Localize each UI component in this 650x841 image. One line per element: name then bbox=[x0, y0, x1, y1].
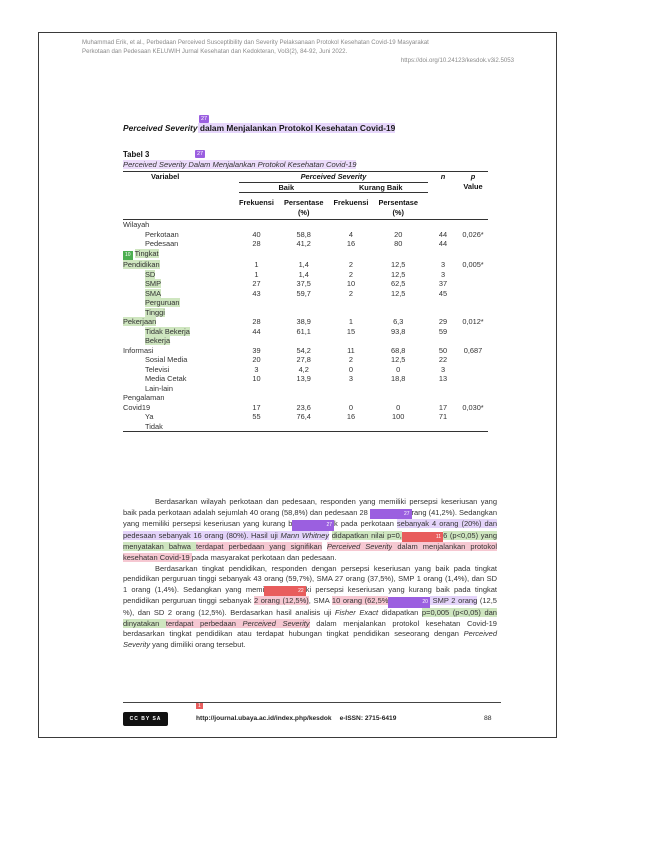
table-row bbox=[123, 289, 488, 299]
table-row bbox=[123, 393, 488, 403]
table-cell: 71 bbox=[438, 412, 448, 421]
table-cell: 12,5 bbox=[391, 269, 406, 279]
table-cell bbox=[239, 336, 274, 346]
table-cell bbox=[368, 336, 428, 346]
col-frek-kurang: Frekuensi bbox=[333, 198, 369, 207]
table-row bbox=[123, 403, 488, 413]
section-title-italic: Perceived Severity bbox=[123, 123, 198, 133]
annotation-tag[interactable]: 1 bbox=[198, 703, 201, 709]
table-row bbox=[123, 230, 488, 240]
table-row bbox=[123, 260, 488, 270]
table-cell bbox=[239, 422, 274, 432]
table-cell: 58,8 bbox=[296, 229, 311, 239]
annotation-tag[interactable]: 10 bbox=[123, 251, 133, 261]
table-cell bbox=[428, 336, 458, 346]
table-cell bbox=[428, 422, 458, 432]
row-label: 10 Tingkat bbox=[123, 249, 239, 261]
table-cell: 12,5 bbox=[391, 260, 406, 269]
table-cell: 59 bbox=[438, 326, 448, 336]
footer-text bbox=[196, 715, 396, 722]
table-row bbox=[123, 412, 488, 422]
row-label: Perkotaan bbox=[145, 229, 179, 239]
table-cell bbox=[274, 308, 334, 318]
table-cell bbox=[334, 308, 369, 318]
table-cell bbox=[334, 336, 369, 346]
table-cell: 40 bbox=[252, 229, 261, 239]
annotation-tag[interactable]: 27 bbox=[292, 520, 334, 531]
table-cell: 29 bbox=[438, 317, 448, 326]
table-cell bbox=[239, 393, 274, 403]
table-cell: 43 bbox=[252, 288, 261, 298]
data-table bbox=[123, 171, 488, 432]
table-row bbox=[123, 220, 488, 230]
table-cell: 68,8 bbox=[391, 345, 406, 355]
table-cell bbox=[274, 393, 334, 403]
table-cell bbox=[458, 422, 488, 432]
col-pers-kurang: Persentase (%) bbox=[378, 198, 418, 217]
section-title-rest: dalam Menjalankan Protokol Kesehatan Covid-19 bbox=[197, 123, 396, 133]
row-label: Pengalaman bbox=[123, 393, 165, 402]
table-cell: 16 bbox=[346, 239, 356, 248]
table-cell: 0 bbox=[396, 364, 401, 374]
row-label: Pendidikan bbox=[123, 260, 160, 269]
table-cell: 39 bbox=[252, 345, 261, 355]
table-cell: 4 bbox=[348, 229, 354, 239]
table-cell bbox=[458, 270, 488, 280]
table-cell: 0,026* bbox=[462, 229, 484, 239]
paragraph-1: Berdasarkan wilayah perkotaan dan pedesaan, responden yang memiliki persepsi keseriusan yang baik pada perkotaan adalah sejumlah 40 orang (58,8%) dan pedesaan 28 27 rang (41,2%). Sedangkan yang memiliki persepsi keseriusan yang kurang b 27 k pada perkotaan sebanyak 4 orang (20%) dan pedesaan sebanyak 16 orang (80%). Hasil uji Mann Whitney didapatkan nilai p=0, 11 6 (p<0,05) yang menyatakan bahwa terdapat perbedaan yang signifikan Perceived Severity dalam menjalankan protokol kesehatan Covid-19 pada masyarakat perkotaan dan pedesaan. bbox=[123, 497, 498, 562]
table-cell bbox=[274, 220, 334, 230]
table-cell: 1 bbox=[348, 317, 354, 326]
table-cell bbox=[334, 393, 369, 403]
table-row bbox=[123, 239, 488, 249]
issn: e-ISSN: 2715-6419 bbox=[339, 715, 397, 722]
table-cell bbox=[458, 220, 488, 230]
row-label: Tidak bbox=[145, 421, 163, 431]
table-cell bbox=[428, 308, 458, 318]
table-row bbox=[123, 249, 488, 261]
table-cell: 12,5 bbox=[391, 355, 406, 364]
annotation-tag[interactable]: 22 bbox=[264, 586, 306, 597]
table-cell: 44 bbox=[438, 229, 448, 239]
table-cell: 10 bbox=[252, 374, 261, 383]
annotation-tag[interactable]: 11 bbox=[402, 532, 443, 543]
table-cell: 3 bbox=[440, 364, 446, 374]
table-cell: 100 bbox=[392, 412, 405, 421]
table-cell: 59,7 bbox=[296, 288, 311, 298]
table-cell bbox=[239, 220, 274, 230]
table-row bbox=[123, 355, 488, 365]
table-row bbox=[123, 336, 488, 346]
table-row bbox=[123, 308, 488, 318]
table-cell: 13 bbox=[438, 374, 448, 383]
table-row bbox=[123, 327, 488, 337]
table-row bbox=[123, 317, 488, 327]
table-cell: 28 bbox=[252, 239, 261, 248]
table-cell bbox=[334, 422, 369, 432]
table-cell: 3 bbox=[440, 260, 446, 269]
table-cell: 20 bbox=[252, 355, 261, 364]
row-label: Perguruan bbox=[145, 298, 180, 307]
table-row bbox=[123, 384, 488, 394]
table-cell: 1 bbox=[254, 260, 259, 269]
footer-rule bbox=[123, 702, 501, 703]
cc-license-logo: CC BY SA bbox=[123, 712, 168, 726]
table-cell bbox=[428, 220, 458, 230]
table-cell: 3 bbox=[440, 269, 446, 279]
row-label: Tidak Bekerja bbox=[145, 326, 190, 336]
col-n: n bbox=[440, 172, 446, 181]
table-row bbox=[123, 298, 488, 308]
table-cell: 2 bbox=[348, 355, 354, 364]
table-caption: Perceived Severity Dalam Menjalankan Protokol Kesehatan Covid-19 bbox=[123, 160, 357, 169]
row-label: Covid19 bbox=[123, 402, 151, 412]
table-cell: 45 bbox=[438, 288, 448, 298]
running-header bbox=[82, 38, 514, 66]
table-cell: 20 bbox=[394, 229, 403, 239]
table-cell bbox=[239, 298, 274, 308]
table-row bbox=[123, 346, 488, 356]
table-cell: 22 bbox=[438, 355, 448, 364]
annotation-tag[interactable]: 20 bbox=[388, 597, 430, 608]
table-cell: 38,9 bbox=[296, 317, 311, 326]
table-cell: 1,4 bbox=[298, 260, 309, 269]
table-cell bbox=[428, 298, 458, 308]
table-cell: 17 bbox=[252, 402, 261, 412]
table-cell: 0,687 bbox=[463, 345, 483, 355]
table-cell: 27,8 bbox=[296, 355, 311, 364]
table-cell bbox=[274, 249, 334, 261]
annotation-tag[interactable]: 27 bbox=[370, 509, 412, 520]
table-cell: 0,005* bbox=[462, 260, 484, 269]
table-cell: 18,8 bbox=[391, 374, 406, 383]
table-cell: 50 bbox=[438, 345, 448, 355]
table-cell: 1,4 bbox=[298, 269, 309, 279]
table-cell: 41,2 bbox=[296, 239, 311, 248]
table-cell: 62,5 bbox=[391, 279, 406, 288]
row-label: SMA bbox=[145, 288, 162, 298]
table-cell: 0 bbox=[348, 402, 354, 412]
row-label: Televisi bbox=[145, 364, 170, 374]
table-cell: 4,2 bbox=[298, 364, 309, 374]
col-baik: Baik bbox=[239, 182, 334, 193]
row-label: SMP bbox=[145, 279, 162, 288]
table-cell: 0 bbox=[348, 364, 354, 374]
table-cell bbox=[428, 384, 458, 394]
col-variabel: Variabel bbox=[151, 172, 180, 181]
table-cell: 0 bbox=[396, 402, 401, 412]
journal-link[interactable]: http://journal.ubaya.ac.id/index.php/kesdok bbox=[196, 715, 332, 722]
table-cell: 2 bbox=[348, 288, 354, 298]
row-label: Tinggi bbox=[145, 307, 165, 317]
table-cell bbox=[368, 249, 428, 261]
row-label: Informasi bbox=[123, 345, 154, 355]
table-cell: 61,1 bbox=[296, 326, 311, 336]
table-cell: 76,4 bbox=[296, 412, 311, 421]
table-cell bbox=[334, 384, 369, 394]
table-cell bbox=[458, 412, 488, 422]
row-label: Pedesaan bbox=[145, 239, 179, 248]
table-row bbox=[123, 365, 488, 375]
table-label: Tabel 3 bbox=[123, 150, 150, 159]
table-cell: 2 bbox=[348, 269, 354, 279]
row-label: Bekerja bbox=[145, 336, 171, 345]
table-cell: 55 bbox=[252, 412, 261, 421]
row-label: SD bbox=[145, 269, 156, 279]
table-cell: 0,030* bbox=[462, 402, 484, 412]
table-cell bbox=[274, 298, 334, 308]
col-frek-baik: Frekuensi bbox=[239, 198, 274, 207]
table-cell bbox=[458, 308, 488, 318]
table-cell: 6,3 bbox=[393, 317, 404, 326]
col-p: p Value bbox=[463, 172, 483, 191]
table-cell bbox=[274, 336, 334, 346]
table-cell bbox=[458, 298, 488, 308]
table-cell bbox=[428, 393, 458, 403]
table-cell bbox=[458, 239, 488, 249]
table-row bbox=[123, 279, 488, 289]
table-cell: 17 bbox=[438, 402, 448, 412]
table-cell bbox=[458, 336, 488, 346]
table-cell bbox=[458, 249, 488, 261]
header-line-1: Muhammad Erik, et al., Perbedaan Perceived Susceptibility dan Severity Pelaksanaan Protokol Kesehatan Covid-19 Masyarakat bbox=[82, 39, 429, 46]
body-text bbox=[123, 497, 497, 650]
table-cell bbox=[458, 374, 488, 384]
table-body bbox=[123, 220, 488, 432]
table-cell bbox=[368, 220, 428, 230]
table-cell bbox=[334, 298, 369, 308]
table-cell: 28 bbox=[252, 317, 261, 326]
table-cell bbox=[274, 422, 334, 432]
table-cell: 54,2 bbox=[296, 345, 311, 355]
table-cell bbox=[458, 327, 488, 337]
col-group: Perceived Severity bbox=[239, 172, 428, 183]
table-cell bbox=[458, 384, 488, 394]
table-cell bbox=[428, 249, 458, 261]
table-row bbox=[123, 422, 488, 432]
table-cell bbox=[368, 393, 428, 403]
annotation-tag[interactable]: 27 bbox=[201, 116, 208, 122]
table-cell bbox=[458, 365, 488, 375]
table-cell: 1 bbox=[254, 269, 259, 279]
table-cell: 13,9 bbox=[296, 374, 311, 383]
table-cell bbox=[334, 249, 369, 261]
header-line-2: Perkotaan dan Pedesaan KELUWIH Jurnal Kesehatan dan Kedokteran, Vol3(2), 84-92, Juni 2022. bbox=[82, 48, 348, 56]
table-cell bbox=[458, 279, 488, 289]
table-cell: 2 bbox=[348, 260, 354, 269]
table-cell: 93,8 bbox=[391, 326, 406, 336]
table-cell: 12,5 bbox=[391, 288, 406, 298]
page-number: 88 bbox=[484, 715, 492, 722]
table-cell bbox=[368, 384, 428, 394]
table-cell bbox=[239, 308, 274, 318]
table-cell: 3 bbox=[348, 374, 354, 383]
table-cell bbox=[368, 298, 428, 308]
table-row bbox=[123, 374, 488, 384]
row-label: Sosial Media bbox=[145, 355, 188, 364]
table-cell: 37,5 bbox=[296, 279, 311, 288]
table-cell: 11 bbox=[347, 345, 355, 355]
table-cell: 10 bbox=[346, 279, 356, 288]
row-label: Media Cetak bbox=[145, 374, 187, 383]
table-cell: 0,012* bbox=[462, 317, 484, 326]
annotation-tag[interactable]: 27 bbox=[197, 151, 204, 157]
paragraph-2: Berdasarkan tingkat pendidikan, responden dengan persepsi keseriusan yang baik pada tingkat pendidikan perguruan tinggi sebanyak 43 orang (59,7%), SMA 27 orang (37,5%), SMP 1 orang (1,4%), dan SD 1 orang (1,4%). Sedangkan yang memi 22 ki persepsi keseriusan yang kurang baik pada tingkat pendidikan perguruan tinggi sebanyak 2 orang (12,5%), SMA 10 orang (62,5% 20 SMP 2 orang (12,5 %), dan SD 2 orang (12,5%). Berdasarkan hasil analisis uji Fisher Exact didapatkan p=0,005 (p<0,05) dan dinyatakan terdapat perbedaan Perceived Severity dalam menjalankan protokol kesehatan Covid-19 berdasarkan tingkat pendidikan atau terdapat hubungan tingkat pendidikan seseorang dengan Perceived Severity yang dimiliki orang tersebut. bbox=[123, 563, 497, 649]
table-cell: 3 bbox=[254, 364, 259, 374]
table-cell bbox=[458, 393, 488, 403]
row-label: Lain-lain bbox=[145, 383, 173, 393]
table-cell: 37 bbox=[438, 279, 448, 288]
table-cell bbox=[239, 249, 274, 261]
col-pers-baik: Persentase (%) bbox=[283, 198, 324, 217]
section-title bbox=[123, 123, 395, 133]
table-row bbox=[123, 270, 488, 280]
header-doi: https://doi.org/10.24123/kesdok.v3i2.5053 bbox=[400, 57, 514, 65]
table-cell: 44 bbox=[252, 326, 261, 336]
table-cell: 80 bbox=[394, 239, 403, 248]
row-label: Ya bbox=[145, 412, 154, 421]
row-label: Pekerjaan bbox=[123, 317, 157, 326]
table-cell: 15 bbox=[346, 326, 356, 336]
table-cell: 16 bbox=[346, 412, 356, 421]
table-cell bbox=[458, 289, 488, 299]
table-cell bbox=[239, 384, 274, 394]
table-cell: 23,6 bbox=[296, 402, 311, 412]
row-label: Wilayah bbox=[123, 220, 150, 229]
table-cell bbox=[368, 308, 428, 318]
table-cell bbox=[274, 384, 334, 394]
table-cell: 27 bbox=[252, 279, 261, 288]
table-cell: 44 bbox=[438, 239, 448, 248]
table-cell bbox=[368, 422, 428, 432]
table-cell bbox=[334, 220, 369, 230]
col-kurang: Kurang Baik bbox=[334, 182, 429, 193]
table-cell bbox=[458, 355, 488, 365]
